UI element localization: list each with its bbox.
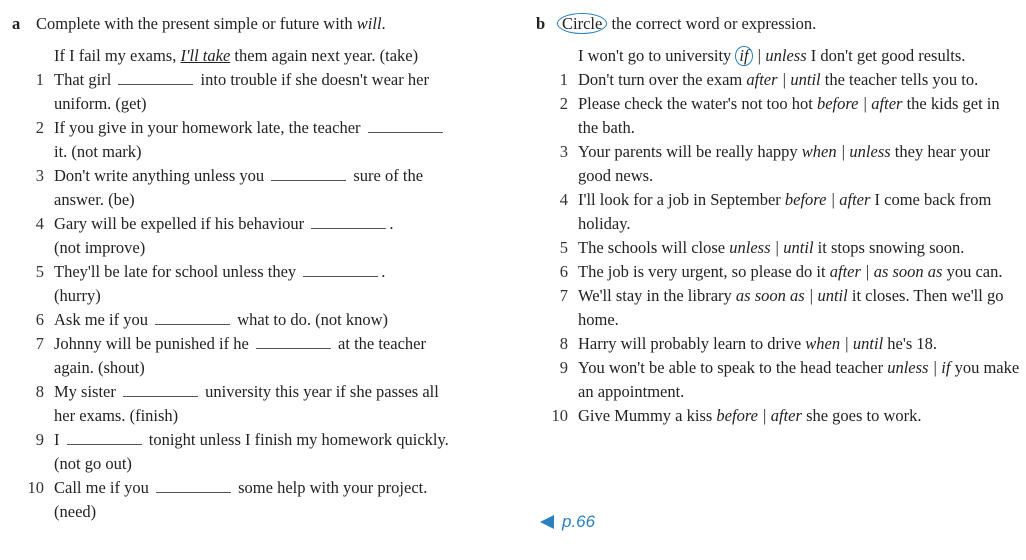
item-number bbox=[12, 500, 54, 524]
exercise-item bbox=[12, 404, 512, 428]
item-number: 8 bbox=[35, 382, 44, 401]
item-text bbox=[54, 68, 512, 92]
item-text-part: (need) bbox=[54, 502, 97, 521]
option-separator: | bbox=[826, 190, 840, 209]
option-separator: | bbox=[752, 46, 766, 65]
option-separator: | bbox=[836, 142, 850, 161]
item-text bbox=[578, 236, 1021, 260]
exercise-item bbox=[12, 428, 512, 452]
item-number bbox=[12, 44, 54, 68]
item-number: 5 bbox=[559, 238, 568, 257]
item-number: 2 bbox=[559, 94, 568, 113]
option-separator: | bbox=[804, 286, 818, 305]
item-text bbox=[54, 476, 512, 500]
item-number bbox=[12, 404, 54, 428]
item-text-post: you can. bbox=[942, 262, 1003, 281]
exercise-a-heading bbox=[12, 14, 512, 36]
item-text bbox=[54, 164, 512, 188]
item-text bbox=[54, 212, 512, 236]
item-number: 6 bbox=[559, 262, 568, 281]
item-number: 3 bbox=[559, 142, 568, 161]
item-text bbox=[578, 140, 1021, 188]
item-number bbox=[12, 140, 54, 164]
left-arrow-icon bbox=[540, 515, 554, 529]
option-separator: | bbox=[858, 94, 872, 113]
exercise-item bbox=[12, 188, 512, 212]
item-text bbox=[578, 356, 1021, 404]
item-text-pre: Give Mummy a kiss bbox=[578, 406, 717, 425]
item-text-part: university this year if she passes all bbox=[201, 382, 439, 401]
item-text-post: the kids get in the bath. bbox=[578, 94, 1000, 137]
item-text-post: you make an appointment. bbox=[578, 358, 1020, 401]
exercise-item bbox=[12, 356, 512, 380]
item-text-pre: The schools will close bbox=[578, 238, 730, 257]
option-1[interactable]: before bbox=[784, 190, 827, 209]
item-number: 4 bbox=[559, 190, 568, 209]
option-2[interactable]: until bbox=[817, 286, 848, 305]
answer-blank[interactable] bbox=[311, 212, 386, 229]
item-text-part: some help with your project. bbox=[233, 478, 428, 497]
option-1[interactable]: unless bbox=[887, 358, 929, 377]
instruction-end: . bbox=[381, 14, 386, 33]
exercise-item bbox=[12, 332, 512, 356]
circled-option: if bbox=[735, 46, 752, 66]
item-text-part: Call me if you bbox=[54, 478, 153, 497]
item-text bbox=[578, 188, 1021, 236]
item-number bbox=[536, 44, 578, 68]
exercise-item bbox=[12, 476, 512, 500]
option-2[interactable]: as soon as bbox=[873, 262, 943, 281]
exercise-item bbox=[12, 284, 512, 308]
option-1[interactable]: as soon as bbox=[735, 286, 805, 305]
exercise-a-items bbox=[12, 44, 512, 524]
exercise-item bbox=[12, 260, 512, 284]
item-text-part: sure of the bbox=[349, 166, 424, 185]
item-text-post: I come back from holiday. bbox=[578, 190, 992, 233]
exercise-item bbox=[536, 92, 1021, 140]
item-text-post: it closes. Then we'll go home. bbox=[578, 286, 1004, 329]
option-2: unless bbox=[765, 46, 807, 65]
item-text-post: she goes to work. bbox=[801, 406, 922, 425]
option-1[interactable]: before bbox=[716, 406, 758, 425]
example-pre: If I fail my exams, bbox=[54, 46, 181, 65]
instruction bbox=[560, 14, 816, 34]
option-1[interactable]: unless bbox=[729, 238, 771, 257]
item-text-part: tonight unless I finish my homework quickly. bbox=[144, 430, 449, 449]
example-post: them again next year. (take) bbox=[230, 46, 419, 65]
item-number: 1 bbox=[35, 70, 44, 89]
item-number: 6 bbox=[35, 310, 44, 329]
item-text bbox=[54, 116, 512, 140]
item-text-part: Ask me if you bbox=[54, 310, 153, 329]
option-separator: | bbox=[777, 70, 791, 89]
exercise-item bbox=[12, 68, 512, 92]
item-text-part: That girl bbox=[54, 70, 116, 89]
item-text-part: (not improve) bbox=[54, 238, 146, 257]
exercise-item bbox=[536, 260, 1021, 284]
exercise-item bbox=[536, 356, 1021, 404]
option-2[interactable]: after bbox=[770, 406, 802, 425]
exercise-b-heading bbox=[536, 14, 1021, 36]
item-text-part: it. (not mark) bbox=[54, 142, 142, 161]
example-item bbox=[536, 44, 1021, 68]
exercise-item bbox=[536, 188, 1021, 236]
answer-blank[interactable] bbox=[123, 380, 198, 397]
option-separator: | bbox=[860, 262, 874, 281]
instruction-text: the correct word or expression. bbox=[607, 14, 817, 33]
item-text-part: . bbox=[389, 214, 394, 233]
item-text bbox=[578, 92, 1021, 140]
item-number: 2 bbox=[35, 118, 44, 137]
item-text bbox=[54, 260, 512, 284]
option-1[interactable]: before bbox=[816, 94, 859, 113]
option-1[interactable]: after bbox=[746, 70, 778, 89]
item-text bbox=[54, 500, 512, 524]
item-text-pre: Harry will probably learn to drive bbox=[578, 334, 806, 353]
item-text bbox=[54, 452, 512, 476]
exercise-a bbox=[12, 14, 512, 524]
option-separator: | bbox=[770, 238, 784, 257]
item-text-pre: I'll look for a job in September bbox=[578, 190, 785, 209]
item-text-part: . bbox=[381, 262, 386, 281]
item-text-part: I bbox=[54, 430, 64, 449]
item-number: 10 bbox=[551, 406, 568, 425]
exercise-item bbox=[536, 140, 1021, 188]
item-text-part: My sister bbox=[54, 382, 120, 401]
answer-blank[interactable] bbox=[303, 260, 378, 277]
item-text-part: into trouble if she doesn't wear her bbox=[196, 70, 429, 89]
item-text bbox=[54, 404, 512, 428]
item-number: 5 bbox=[35, 262, 44, 281]
item-text bbox=[578, 68, 1021, 92]
item-text bbox=[54, 140, 512, 164]
item-number: 7 bbox=[35, 334, 44, 353]
item-text-part: (hurry) bbox=[54, 286, 101, 305]
item-text-part: Johnny will be punished if he bbox=[54, 334, 253, 353]
circle-word: Circle bbox=[557, 13, 607, 34]
instruction-will: will bbox=[356, 14, 382, 33]
item-text bbox=[578, 404, 1021, 428]
exercise-item bbox=[12, 140, 512, 164]
item-number: 9 bbox=[559, 358, 568, 377]
item-text-part: what to do. (not know) bbox=[233, 310, 388, 329]
item-text-pre: Your parents will be really happy bbox=[578, 142, 802, 161]
item-text bbox=[54, 356, 512, 380]
section-letter: b bbox=[536, 14, 546, 33]
item-text bbox=[54, 188, 512, 212]
exercise-item bbox=[536, 284, 1021, 332]
item-number: 8 bbox=[559, 334, 568, 353]
instruction-text: Complete with the present simple or future with bbox=[36, 14, 357, 33]
option-1[interactable]: after bbox=[829, 262, 861, 281]
item-text-part: If you give in your homework late, the teacher bbox=[54, 118, 365, 137]
option-2[interactable]: if bbox=[941, 358, 951, 377]
exercise-item bbox=[12, 500, 512, 524]
item-text bbox=[54, 380, 512, 404]
item-text-post: it stops snowing soon. bbox=[813, 238, 965, 257]
item-text bbox=[54, 92, 512, 116]
example-post: I don't get good results. bbox=[806, 46, 966, 65]
exercise-item bbox=[536, 332, 1021, 356]
example-text bbox=[578, 44, 1021, 68]
item-text-part: Gary will be expelled if his behaviour bbox=[54, 214, 309, 233]
option-1[interactable]: when bbox=[805, 334, 841, 353]
instruction bbox=[36, 14, 386, 34]
option-separator: | bbox=[757, 406, 771, 425]
item-text-pre: We'll stay in the library bbox=[578, 286, 736, 305]
item-text bbox=[54, 332, 512, 356]
item-text bbox=[54, 428, 512, 452]
item-text-part: answer. (be) bbox=[54, 190, 135, 209]
answer-blank[interactable] bbox=[118, 68, 193, 85]
section-letter: a bbox=[12, 14, 21, 33]
item-text bbox=[54, 236, 512, 260]
item-text-post: they hear your good news. bbox=[578, 142, 991, 185]
item-number: 4 bbox=[35, 214, 44, 233]
item-number: 9 bbox=[35, 430, 44, 449]
item-text-pre: Don't turn over the exam bbox=[578, 70, 747, 89]
exercise-item bbox=[536, 236, 1021, 260]
option-separator: | bbox=[840, 334, 853, 353]
answer-blank[interactable] bbox=[67, 428, 142, 445]
item-number bbox=[12, 284, 54, 308]
answer-blank[interactable] bbox=[256, 332, 331, 349]
item-text-part: Don't write anything unless you bbox=[54, 166, 269, 185]
item-text bbox=[54, 308, 512, 332]
page-reference-text: p.66 bbox=[562, 512, 596, 531]
exercise-item bbox=[12, 164, 512, 188]
item-text-pre: The job is very urgent, so please do it bbox=[578, 262, 830, 281]
exercise-item bbox=[12, 116, 512, 140]
item-number: 10 bbox=[27, 478, 44, 497]
item-text-part: (not go out) bbox=[54, 454, 132, 473]
answer-blank[interactable] bbox=[271, 164, 346, 181]
item-text-part: uniform. (get) bbox=[54, 94, 147, 113]
exercise-item bbox=[12, 92, 512, 116]
item-number bbox=[12, 92, 54, 116]
example-item bbox=[12, 44, 512, 68]
example-answer: I'll take bbox=[180, 46, 231, 65]
item-number: 3 bbox=[35, 166, 44, 185]
item-number bbox=[12, 188, 54, 212]
exercise-b-items bbox=[536, 44, 1021, 428]
item-text-post: he's 18. bbox=[883, 334, 938, 353]
exercise-item bbox=[12, 380, 512, 404]
exercise-item bbox=[536, 404, 1021, 428]
item-text-part: at the teacher bbox=[333, 334, 426, 353]
item-number bbox=[12, 236, 54, 260]
option-2[interactable]: after bbox=[839, 190, 871, 209]
answer-blank[interactable] bbox=[368, 116, 443, 133]
item-text-part: again. (shout) bbox=[54, 358, 145, 377]
exercise-item bbox=[12, 236, 512, 260]
exercise-b bbox=[536, 14, 1021, 428]
item-text-part: They'll be late for school unless they bbox=[54, 262, 301, 281]
exercise-item bbox=[12, 212, 512, 236]
example-pre: I won't go to university bbox=[578, 46, 736, 65]
item-text bbox=[578, 332, 1021, 356]
option-separator: | bbox=[928, 358, 942, 377]
item-text-part: her exams. (finish) bbox=[54, 406, 179, 425]
exercise-item bbox=[536, 68, 1021, 92]
page-reference-link[interactable] bbox=[540, 512, 595, 532]
option-2[interactable]: until bbox=[783, 238, 814, 257]
option-2[interactable]: until bbox=[852, 334, 884, 353]
answer-blank[interactable] bbox=[155, 308, 230, 325]
option-1[interactable]: when bbox=[801, 142, 837, 161]
item-number: 7 bbox=[559, 286, 568, 305]
item-text-post: the teacher tells you to. bbox=[820, 70, 979, 89]
item-text bbox=[578, 260, 1021, 284]
answer-blank[interactable] bbox=[156, 476, 231, 493]
option-2[interactable]: until bbox=[790, 70, 821, 89]
option-2[interactable]: after bbox=[871, 94, 903, 113]
item-text-pre: You won't be able to speak to the head teacher bbox=[578, 358, 888, 377]
exercise-item bbox=[12, 452, 512, 476]
item-number bbox=[12, 452, 54, 476]
item-text-pre: Please check the water's not too hot bbox=[578, 94, 817, 113]
item-number: 1 bbox=[559, 70, 568, 89]
exercise-item bbox=[12, 308, 512, 332]
item-text bbox=[578, 284, 1021, 332]
item-text bbox=[54, 284, 512, 308]
option-2[interactable]: unless bbox=[849, 142, 891, 161]
item-number bbox=[12, 356, 54, 380]
example-text bbox=[54, 44, 512, 68]
